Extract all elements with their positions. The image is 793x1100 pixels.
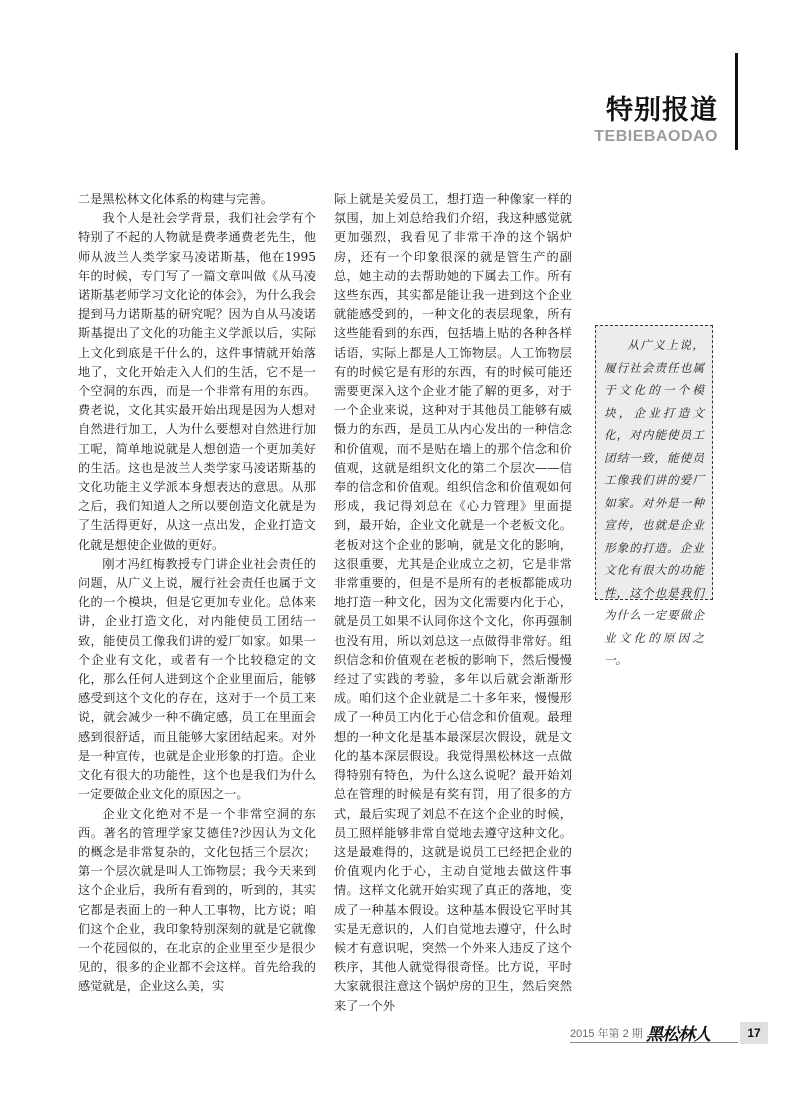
header-rule (735, 53, 738, 150)
paragraph: 刚才冯红梅教授专门讲企业社会责任的问题，从广义上说，履行社会责任也属于文化的一个模块，但是它更加专业化。总体来讲，企业打造文化，对内能使员工团结一致，能使员工像我们讲的爱厂如家。如果一个企业有文化，或者有一个比较稳定的文化，那么任何人进到这个企业里面后，能够感受到这个文化的存在，这对于一个员工来说，就会减少一种不确定感，员工在里面会感到很舒适，而且能够大家团结起来。对外是一种宣传，也就是企业形象的打造。企业文化有很大的功能性，这个也是我们为什么一定要做企业文化的原因之一。 (78, 556, 316, 802)
paragraph: 我个人是社会学背景，我们社会学有个特别了不起的人物就是费孝通费老先生，他师从波兰人类学家马凌诺斯基，他在1995年的时候，专门写了一篇文章叫做《从马凌诺斯基老师学习文化论的体会》，为什么我会提到马力诺斯基的研究呢？因为自从马凌诺斯基提出了文化的功能主义学派以后，实际上文化到底是干什么的，这件事情就开始落地了，文化开始走入人们的生活，它不是一个空洞的东西，而是一个非常有用的东西。费老说，文化其实最开始出现是因为人想对自然进行加工，人为什么要想对自然进行加工呢，简单地说就是人想创造一个更加美好的生活。这也是波兰人类学家马凌诺斯基的文化功能主义学派本身想表达的意思。从那之后，我们知道人之所以要创造文化就是为了生活得更好，从这一点出发，企业打造文化就是想使企业做的更好。 (78, 211, 316, 552)
text-column-left (78, 190, 316, 997)
paragraph: 企业文化绝对不是一个非常空洞的东西。著名的管理学家艾德佳?沙因认为文化的概念是非常复杂的，文化包括三个层次；第一个层次就是叫人工饰物层；我今天来到这个企业后，我所有看到的，听到的，其实它都是表面上的一种人工事物，比方说；咱们这个企业，我印象特别深刻的就是它就像一个花园似的，在北京的企业里至少是很少见的，很多的企业都不会这样。首先给我的感觉就是，企业这么美，实 (78, 806, 316, 994)
issue-label: 2015 年第 2 期 (570, 1028, 643, 1040)
paragraph: 二是黑松林文化体系的构建与完善。 (78, 192, 273, 206)
pull-quote: 从广义上说，履行社会责任也属于文化的一个模块，企业打造文化，对内能使员工团结一致，能使员工像我们讲的爱厂如家。对外是一种宣传，也就是企业形象的打造。企业文化有很大的功能性，这个也是我们为什么一定要做企业文化的原因之一。 (595, 325, 713, 600)
text-column-right (334, 190, 572, 1016)
page-footer (570, 1020, 770, 1046)
section-subtitle: TEBIEBAODAO (594, 128, 718, 145)
magazine-logo: 黑松林人 (646, 1025, 710, 1045)
paragraph: 际上就是关爱员工，想打造一种像家一样的氛围，加上刘总给我们介绍，我这种感觉就更加强烈，我看见了非常干净的这个锅炉房，还有一个印象很深的就是管生产的副总，她主动的去帮助她的下属去工作。所有这些东西，其实都是能让我一进到这个企业就能感受到的，一种文化的表层现象，所有这些能看到的东西，包括墙上贴的各种各样话语，实际上都是人工饰物层。人工饰物层有的时候它是有形的东西，有的时候可能还需要更深入这个企业才能了解的更多，对于一个企业来说，这种对于其他员工能够有威慑力的东西，是员工从内心发出的一种信念和价值观，而不是贴在墙上的那个信念和价值观，这就是组织文化的第二个层次——信奉的信念和价值观。组织信念和价值观如何形成，我记得刘总在《心力管理》里面提到，最开始，企业文化就是一个老板文化。老板对这个企业的影响，就是文化的影响，这很重要，尤其是企业成立之初，它是非常非常重要的，但是不是所有的老板都能成功地打造一种文化，因为文化需要内化于心，就是员工如果不认同你这个文化，你再强制也没有用，所以刘总这一点做得非常好。组织信念和价值观在老板的影响下，然后慢慢经过了实践的考验，多年以后就会渐渐形成。咱们这个企业就是二十多年来，慢慢形成了一种员工内化于心信念和价值观。最理想的一种文化是基本最深层次假设，就是文化的基本深层假设。我觉得黑松林这一点做得特别有特色，为什么这么说呢？最开始刘总在管理的时候是有奖有罚，用了很多的方式，最后实现了刘总不在这个企业的时候，员工照样能够非常自觉地去遵守这种文化。这是最难得的，这就是说员工已经把企业的价值观内化于心，主动自觉地去做这件事情。这样文化就开始实现了真正的落地，变成了一种基本假设。这种基本假设它平时其实是无意识的，人们自觉地去遵守，什么时候才有意识呢，突然一个外来人违反了这个秩序，其他人就觉得很奇怪。比方说，平时大家就很注意这个锅炉房的卫生，然后突然来了一个外 (334, 192, 572, 1013)
page-number: 17 (740, 1022, 768, 1044)
section-title: 特别报道 (606, 95, 718, 126)
